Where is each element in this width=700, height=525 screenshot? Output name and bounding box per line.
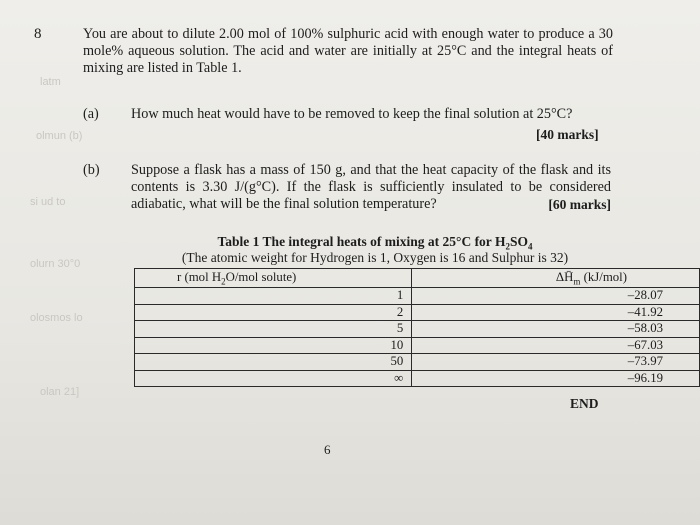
table-title: Table 1 The integral heats of mixing at 25°C for $H_2SO_4$	[217, 234, 533, 252]
part-b-body: Suppose a flask has a mass of 150 g, and that the heat capacity of the flask and its contents is 3.30 J/(g°C). If the flask is sufficiently insulated to be considered adiabatic, what will be the final solution temperature?	[131, 162, 611, 212]
part-b-text	[131, 162, 611, 213]
bleed-through-text: latm	[40, 76, 61, 88]
bleed-through-text: olan 21]	[40, 386, 80, 398]
part-b-marks: [60 marks]	[548, 197, 611, 212]
part-a-label: (a)	[83, 106, 99, 122]
table-header-row	[135, 269, 700, 288]
integral-heats-table	[134, 268, 700, 387]
bleed-through-text: olmun (b)	[36, 130, 83, 142]
table-subtitle: (The atomic weight for Hydrogen is 1, Oxygen is 16 and Sulphur is 32)	[181, 250, 569, 265]
bleed-through-text: olurn 30°0	[30, 258, 81, 270]
part-a-marks: [40 marks]	[536, 127, 599, 142]
bleed-through-text: olosmos lo	[30, 312, 83, 324]
table-row: 50 –73.97	[135, 354, 700, 371]
table-row: 10 –67.03	[135, 337, 700, 354]
part-a-text: How much heat would have to be removed to keep the final solution at 25°C?	[131, 106, 573, 122]
table-row: ∞ –96.19	[135, 370, 700, 387]
bleed-through-text: si ud to	[30, 196, 66, 208]
question-intro: You are about to dilute 2.00 mol of 100% sulphuric acid with enough water to produce a 30 mole% aqueous solution. The acid and water are initially at 25°C and the integral heats of mixing are listed in Table 1.	[83, 26, 613, 76]
table-row: 5 –58.03	[135, 321, 700, 338]
column-header-dh: $\Delta H̄_m$ (kJ/mol)	[412, 269, 700, 288]
table-row: 1 –28.07	[135, 288, 700, 305]
column-header-r: r (mol $H_2O$/mol solute)	[135, 269, 412, 288]
table-row: 2 –41.92	[135, 304, 700, 321]
page-number: 6	[324, 442, 331, 457]
part-b-label: (b)	[83, 162, 100, 178]
end-marker: END	[570, 396, 599, 411]
chemical-formula: $H_2SO_4$	[494, 234, 533, 252]
question-number: 8	[34, 26, 42, 42]
